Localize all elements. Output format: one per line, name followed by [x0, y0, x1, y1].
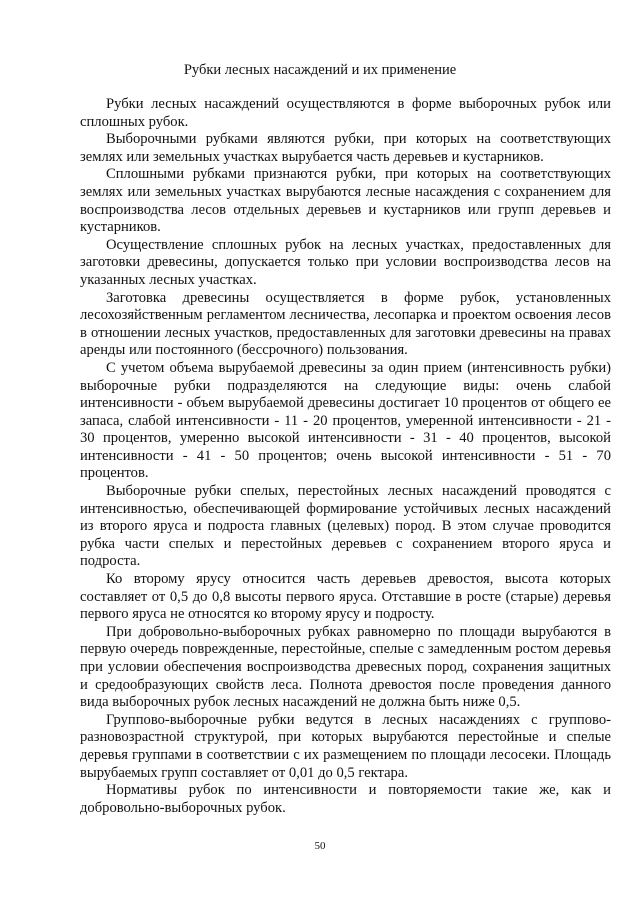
- document-body: [80, 96, 611, 817]
- paragraph-3: Сплошными рубками признаются рубки, при которых на соответствующих землях или земельных участках вырубаются лесные насаждения с сохранением для воспроизводства лесов отдельных деревьев и кустарников или групп деревьев и кустарников.: [80, 166, 611, 236]
- paragraph-11: Нормативы рубок по интенсивности и повторяемости такие же, как и добровольно-выборочных рубок.: [80, 782, 611, 816]
- paragraph-9: При добровольно-выборочных рубках равномерно по площади вырубаются в первую очередь поврежденные, перестойные, спелые с замедленным ростом деревья при условии обеспечения воспроизводства древесных пород, сохранения защитных и средообразующих свойств леса. Полнота древостоя после проведения данного вида выборочных рубок лесных насаждений не должна быть ниже 0,5.: [80, 623, 611, 711]
- page-number: 50: [314, 840, 326, 852]
- paragraph-1: Рубки лесных насаждений осуществляются в форме выборочных рубок или сплошных рубок.: [80, 96, 611, 130]
- paragraph-4: Осуществление сплошных рубок на лесных участках, предоставленных для заготовки древесины, допускается только при условии воспроизводства лесов на указанных лесных участках.: [80, 236, 611, 288]
- paragraph-6: С учетом объема вырубаемой древесины за один прием (интенсивность рубки) выборочные рубки подразделяются на следующие виды: очень слабой интенсивности - объем вырубаемой древесины достигает 10 процентов от общего ее запаса, слабой интенсивности - 11 - 20 процентов, умеренной интенсивности - 21 - 30 процентов, умеренно высокой интенсивности - 31 - 40 процентов, высокой интенсивности - 41 - 50 процентов; очень высокой интенсивности - 51 - 70 процентов.: [80, 359, 611, 482]
- paragraph-2: Выборочными рубками являются рубки, при которых на соответствующих землях или земельных участках вырубается часть деревьев и кустарников.: [80, 131, 611, 165]
- page-title: Рубки лесных насаждений и их применение: [183, 62, 457, 78]
- paragraph-10: Группово-выборочные рубки ведутся в лесных насаждениях с группово-разновозрастной структурой, при которых вырубаются перестойные и спелые деревья группами в соответствии с их размещением по площади лесосеки. Площадь вырубаемых групп составляет от 0,01 до 0,5 гектара.: [80, 711, 611, 781]
- paragraph-8: Ко второму ярусу относится часть деревьев древостоя, высота которых составляет от 0,5 до 0,8 высоты первого яруса. Отставшие в росте (старые) деревья первого яруса не относятся ко второму ярусу и подросту.: [80, 571, 611, 623]
- paragraph-5: Заготовка древесины осуществляется в форме рубок, установленных лесохозяйственным регламентом лесничества, лесопарка и проектом освоения лесов в отношении лесных участков, предоставленных для заготовки древесины на правах аренды или постоянного (бессрочного) пользования.: [80, 289, 611, 359]
- paragraph-7: Выборочные рубки спелых, перестойных лесных насаждений проводятся с интенсивностью, обеспечивающей формирование устойчивых лесных насаждений из второго яруса и подроста главных (целевых) пород. В этом случае проводится рубка части спелых и перестойных деревьев с сохранением второго яруса и подроста.: [80, 483, 611, 570]
